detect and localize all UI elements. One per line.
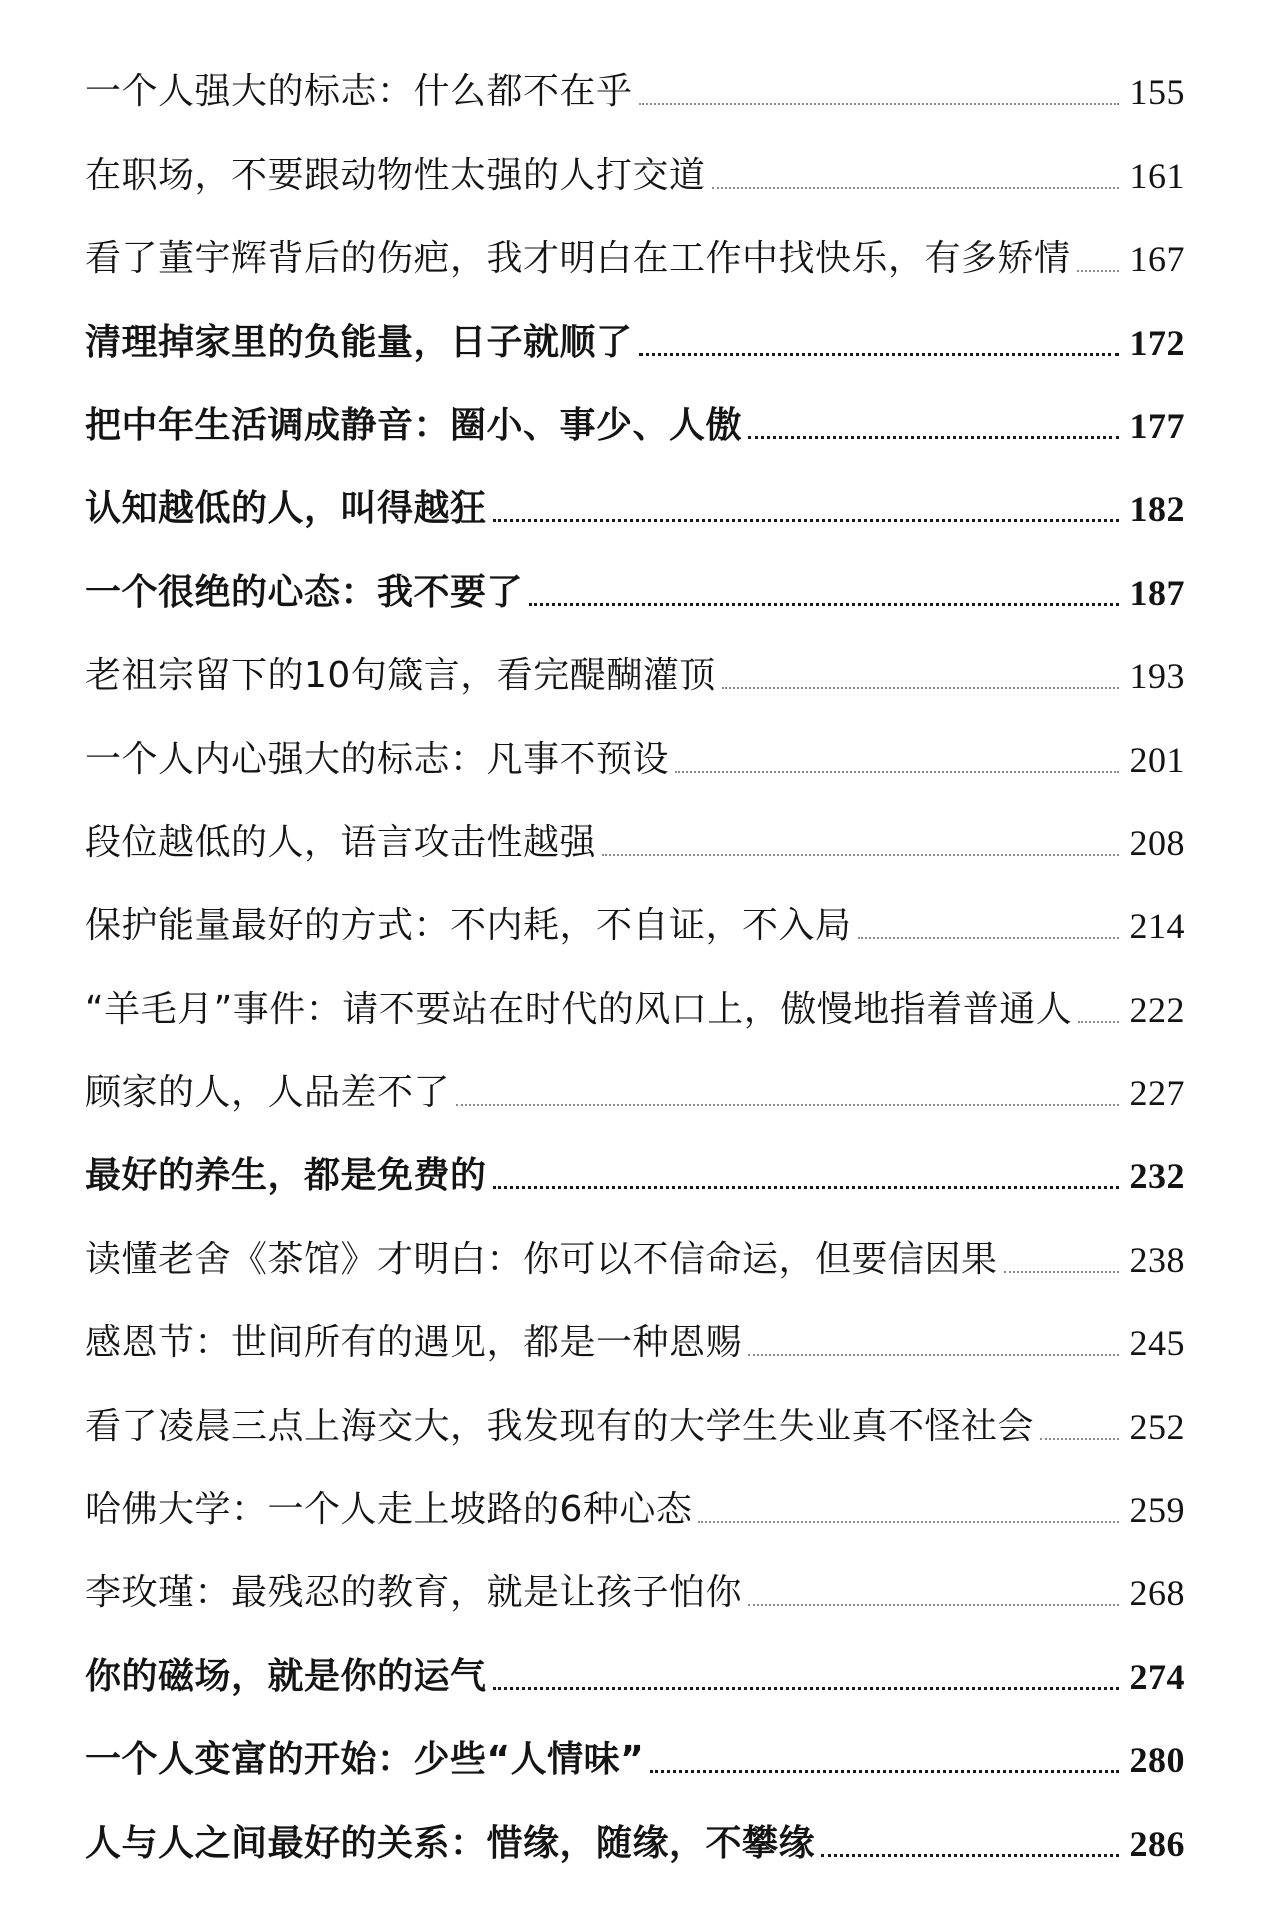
toc-entry[interactable] bbox=[85, 881, 1185, 964]
toc-dot-leader bbox=[712, 187, 1119, 189]
toc-entry-title: 你的磁场，就是你的运气 bbox=[85, 1655, 487, 1697]
toc-entry[interactable] bbox=[85, 47, 1185, 130]
toc-entry-title: 一个人强大的标志：什么都不在乎 bbox=[85, 71, 633, 113]
toc-dot-leader bbox=[1004, 1271, 1119, 1273]
toc-entry[interactable] bbox=[85, 964, 1185, 1047]
toc-page-number: 201 bbox=[1129, 739, 1185, 780]
toc-page-number: 193 bbox=[1129, 656, 1185, 697]
toc-dot-leader bbox=[821, 1854, 1119, 1857]
toc-entry-title: 老祖宗留下的10句箴言，看完醍醐灌顶 bbox=[85, 655, 716, 697]
toc-page-number: 268 bbox=[1129, 1573, 1185, 1614]
toc-entry[interactable] bbox=[85, 464, 1185, 547]
toc-dot-leader bbox=[493, 519, 1119, 522]
toc-entry[interactable] bbox=[85, 1131, 1185, 1214]
toc-entry[interactable] bbox=[85, 1465, 1185, 1548]
toc-dot-leader bbox=[698, 1521, 1119, 1523]
toc-dot-leader bbox=[602, 854, 1119, 856]
toc-entry[interactable] bbox=[85, 631, 1185, 714]
toc-dot-leader bbox=[675, 771, 1119, 773]
toc-page-number: 182 bbox=[1129, 489, 1185, 530]
toc-page-number: 259 bbox=[1129, 1490, 1185, 1531]
toc-entry-title: 把中年生活调成静音：圈小、事少、人傲 bbox=[85, 404, 743, 446]
toc-page-number: 208 bbox=[1129, 822, 1185, 863]
toc-dot-leader bbox=[639, 103, 1119, 105]
toc-entry[interactable] bbox=[85, 130, 1185, 213]
toc-entry-title: 读懂老舍《茶馆》才明白：你可以不信命运，但要信因果 bbox=[85, 1238, 998, 1280]
toc-entry-title: 一个人内心强大的标志：凡事不预设 bbox=[85, 738, 670, 780]
toc-page-number: 222 bbox=[1129, 989, 1185, 1030]
toc-entry-title: 清理掉家里的负能量，日子就顺了 bbox=[85, 321, 633, 363]
toc-entry[interactable] bbox=[85, 214, 1185, 297]
toc-page-number: 161 bbox=[1129, 155, 1185, 196]
table-of-contents bbox=[85, 47, 1185, 1882]
toc-entry-title: 保护能量最好的方式：不内耗，不自证，不入局 bbox=[85, 905, 852, 947]
toc-dot-leader bbox=[639, 353, 1119, 356]
toc-entry[interactable] bbox=[85, 1715, 1185, 1798]
toc-page-number: 238 bbox=[1129, 1239, 1185, 1280]
toc-entry-title: 哈佛大学：一个人走上坡路的6种心态 bbox=[85, 1489, 693, 1531]
toc-entry-title: “羊毛月”事件：请不要站在时代的风口上，傲慢地指着普通人 bbox=[85, 988, 1073, 1030]
toc-dot-leader bbox=[858, 937, 1119, 939]
toc-page-number: 177 bbox=[1129, 405, 1185, 446]
toc-page-number: 274 bbox=[1129, 1656, 1185, 1697]
toc-page-number: 214 bbox=[1129, 906, 1185, 947]
toc-page-number: 227 bbox=[1129, 1073, 1185, 1114]
toc-entry-title: 人与人之间最好的关系：惜缘，随缘，不攀缘 bbox=[85, 1822, 816, 1864]
toc-entry[interactable] bbox=[85, 1548, 1185, 1631]
toc-entry[interactable] bbox=[85, 714, 1185, 797]
toc-entry-title: 段位越低的人，语言攻击性越强 bbox=[85, 821, 597, 863]
toc-dot-leader bbox=[1078, 1021, 1119, 1023]
toc-dot-leader bbox=[529, 603, 1119, 606]
toc-entry[interactable] bbox=[85, 1798, 1185, 1881]
toc-page-number: 155 bbox=[1129, 72, 1185, 113]
toc-entry-title: 看了凌晨三点上海交大，我发现有的大学生失业真不怪社会 bbox=[85, 1405, 1035, 1447]
toc-entry-title: 一个很绝的心态：我不要了 bbox=[85, 571, 524, 613]
toc-entry-title: 顾家的人，人品差不了 bbox=[85, 1072, 451, 1114]
toc-entry-title: 在职场，不要跟动物性太强的人打交道 bbox=[85, 154, 706, 196]
toc-dot-leader bbox=[748, 1354, 1119, 1356]
toc-dot-leader bbox=[1077, 270, 1119, 272]
toc-entry[interactable] bbox=[85, 1214, 1185, 1297]
toc-dot-leader bbox=[1040, 1438, 1119, 1440]
toc-entry[interactable] bbox=[85, 381, 1185, 464]
toc-page-number: 280 bbox=[1129, 1740, 1185, 1781]
toc-entry-title: 最好的养生，都是免费的 bbox=[85, 1155, 487, 1197]
toc-entry-title: 认知越低的人，叫得越狂 bbox=[85, 488, 487, 530]
toc-entry[interactable] bbox=[85, 798, 1185, 881]
toc-dot-leader bbox=[493, 1687, 1119, 1690]
toc-dot-leader bbox=[650, 1770, 1119, 1773]
toc-page-number: 232 bbox=[1129, 1156, 1185, 1197]
toc-page-number: 172 bbox=[1129, 322, 1185, 363]
toc-entry[interactable] bbox=[85, 1631, 1185, 1714]
toc-entry[interactable] bbox=[85, 547, 1185, 630]
toc-entry[interactable] bbox=[85, 1381, 1185, 1464]
toc-dot-leader bbox=[748, 436, 1119, 439]
toc-page-number: 286 bbox=[1129, 1823, 1185, 1864]
toc-entry[interactable] bbox=[85, 1298, 1185, 1381]
toc-page-number: 167 bbox=[1129, 239, 1185, 280]
toc-page-number: 252 bbox=[1129, 1406, 1185, 1447]
toc-entry[interactable] bbox=[85, 297, 1185, 380]
toc-entry-title: 一个人变富的开始：少些“人情味” bbox=[85, 1739, 645, 1781]
toc-dot-leader bbox=[722, 687, 1119, 689]
toc-dot-leader bbox=[748, 1604, 1119, 1606]
toc-page-number: 187 bbox=[1129, 572, 1185, 613]
toc-entry-title: 感恩节：世间所有的遇见，都是一种恩赐 bbox=[85, 1322, 743, 1364]
toc-page-number: 245 bbox=[1129, 1323, 1185, 1364]
toc-entry-title: 李玫瑾：最残忍的教育，就是让孩子怕你 bbox=[85, 1572, 743, 1614]
toc-dot-leader bbox=[456, 1104, 1119, 1106]
toc-entry-title: 看了董宇辉背后的伤疤，我才明白在工作中找快乐，有多矫情 bbox=[85, 238, 1071, 280]
toc-dot-leader bbox=[493, 1186, 1119, 1189]
toc-entry[interactable] bbox=[85, 1048, 1185, 1131]
